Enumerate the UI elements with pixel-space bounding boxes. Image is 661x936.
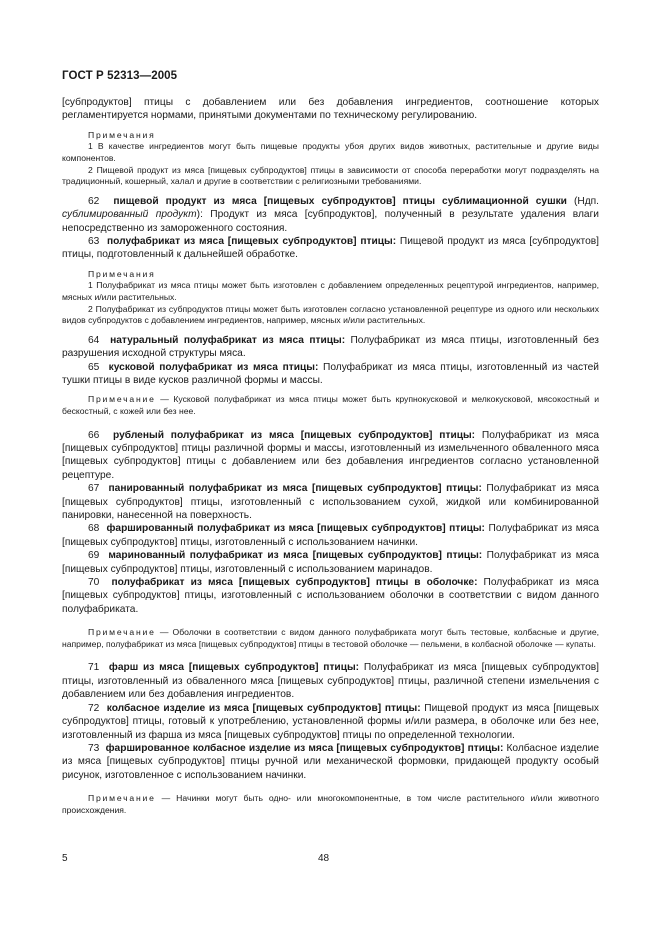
term-number: 72	[88, 702, 100, 714]
notes-label: Примечания	[88, 129, 156, 140]
term-entry-67	[62, 482, 599, 522]
term-definition: ): Продукт из мяса [субпродуктов], полученный в результате удаления влаги непосредственно из замороженного состояния.	[62, 209, 599, 234]
term-number: 71	[88, 662, 100, 674]
note-3	[62, 394, 599, 417]
term-number: 70	[88, 577, 100, 589]
term-number: 63	[88, 236, 100, 247]
term-title: натуральный полуфабрикат из мяса птицы:	[110, 334, 346, 346]
page-number-center: 48	[318, 853, 330, 864]
notes-block-1	[62, 130, 599, 188]
term-title: панированный полуфабрикат из мяса [пищевых субпродуктов] птицы:	[108, 483, 482, 495]
term-definition: Полуфабрикат из мяса [пищевых субпродуктов] птицы, изготовленный с использованием маринадов.	[62, 550, 599, 575]
term-synonym-open: (Ндп.	[566, 195, 600, 207]
term-definition: Полуфабрикат из мяса [пищевых субпродуктов] птицы, изготовленный с использованием начинки.	[62, 523, 599, 548]
paragraph-continuation: [субпродуктов] птицы с добавлением или без добавления ингредиентов, соотношение которых регламентируется нормами, принятыми документами по техническому регулированию.	[62, 97, 599, 122]
term-title: полуфабрикат из мяса [пищевых субпродуктов] птицы в оболочке:	[111, 577, 478, 589]
term-entry-66	[62, 429, 599, 483]
term-number: 64	[88, 334, 100, 346]
note-label: Примечание	[88, 394, 156, 405]
term-title: кусковой полуфабрикат из мяса птицы:	[108, 361, 319, 373]
term-title: пищевой продукт из мяса [пищевых субпродуктов] птицы сублимационной сушки	[113, 195, 567, 207]
term-title: фаршированное колбасное изделие из мяса [пищевых субпродуктов] птицы:	[105, 742, 504, 754]
note-item: 2 Пищевой продукт из мяса [пищевых субпродуктов] птицы в зависимости от способа переработки могут подразделять на традиционный, кошерный, халал и другие в соответствии с религиозными требованиями.	[62, 164, 599, 187]
note-label: Примечание	[88, 627, 156, 638]
note-text: — Кусковой полуфабрикат из мяса птицы может быть крупнокусковой и мелкокусковой, мясокостный и бескостный, с кожей или без нее.	[62, 394, 599, 416]
standard-header: ГОСТ Р 52313—2005	[62, 70, 178, 82]
note-item: 1 В качестве ингредиентов могут быть пищевые продукты убоя других видов животных, растительные и другие виды компонентов.	[62, 141, 599, 163]
note-item: 2 Полуфабрикат из субпродуктов птицы может быть изготовлен согласно установленной рецептуре из одного или нескольких видов субпродуктов с добавлением ингредиентов, например, мясных и/или растительных.	[62, 303, 599, 326]
note-text: — Начинки могут быть одно- или многокомпонентные, в том числе растительного и/или животного происхождения.	[62, 793, 599, 815]
term-entry-64	[62, 334, 599, 361]
term-definition: Полуфабрикат из мяса [пищевых субпродуктов] птицы различной формы и массы, изготовленный из измельченного обваленного мяса [пищевых субпродуктов] птицы с добавлением или без добавления ингредиентов согласно установленной рецептуре.	[62, 429, 599, 481]
term-number: 68	[88, 523, 100, 535]
term-number: 65	[88, 361, 100, 373]
term-number: 66	[88, 429, 100, 441]
term-title: полуфабрикат из мяса [пищевых субпродуктов] птицы:	[106, 236, 397, 247]
term-number: 67	[88, 483, 100, 495]
term-entry-69	[62, 549, 599, 576]
note-text: — Оболочки в соответствии с видом данного полуфабриката могут быть тестовые, колбасные и другие, например, полуфабрикат из мяса [пищевых субпродуктов] птицы в тестовой оболочке — пельмени, в колбасной оболочке — купаты.	[62, 627, 599, 649]
notes-block-2	[62, 269, 599, 327]
term-entry-63	[62, 235, 599, 262]
term-number: 73	[88, 742, 100, 754]
page-number-left: 5	[62, 853, 68, 864]
term-definition: Пищевой продукт из мяса [субпродуктов] птицы, подготовленный к дальнейшей обработке.	[62, 236, 599, 261]
term-definition: Полуфабрикат из мяса птицы, изготовленный из частей тушки птицы в виде кусков различной формы и массы.	[62, 361, 599, 386]
note-label: Примечание	[88, 793, 156, 804]
term-number: 69	[88, 550, 100, 562]
term-definition: Пищевой продукт из мяса [пищевых субпродуктов] птицы, готовый к употреблению, установленной формы и/или размера, в оболочке или без нее, изготовленный из фарша из мяса [пищевых субпродуктов] птицы по определенной технологии.	[62, 702, 599, 741]
term-title: колбасное изделие из мяса [пищевых субпродуктов] птицы:	[106, 702, 421, 714]
term-definition: Полуфабрикат из мяса [пищевых субпродуктов] птицы, изготовленный с использованием оболочки в соответствии с видом данного полуфабриката.	[62, 577, 599, 615]
term-entry-62	[62, 195, 599, 235]
term-entry-68	[62, 522, 599, 549]
note-4	[62, 627, 599, 650]
term-entry-72	[62, 702, 599, 742]
note-5	[62, 793, 599, 816]
note-item: 1 Полуфабрикат из мяса птицы может быть изготовлен с добавлением определенных рецептурой ингредиентов, например, мясных и/или растительных.	[62, 280, 599, 302]
term-entry-73	[62, 742, 599, 782]
term-definition: Колбасное изделие из мяса [пищевых субпродуктов] птицы ручной или механической формовки, придающей продукту особый рисунок, изготовленное с использованием начинки.	[62, 742, 599, 781]
term-entry-70	[62, 576, 599, 616]
term-definition: Полуфабрикат из мяса [пищевых субпродуктов] птицы, изготовленный с использованием сухой, жидкой или комбинированной панировки, нанесенной на поверхность.	[62, 483, 599, 522]
notes-label: Примечания	[88, 268, 156, 279]
term-entry-71	[62, 661, 599, 701]
term-title: фаршированный полуфабрикат из мяса [пищевых субпродуктов] птицы:	[106, 523, 485, 535]
term-definition: Полуфабрикат из мяса [пищевых субпродуктов] птицы, изготовленный из обваленного мяса [пищевых субпродуктов] птицы, различной степени измельчения с добавлением или без добавления ингредиентов.	[62, 662, 599, 701]
term-synonym: сублимированный продукт	[62, 209, 197, 221]
term-title: фарш из мяса [пищевых субпродуктов] птицы:	[108, 662, 360, 674]
term-number: 62	[88, 195, 100, 207]
document-body	[62, 96, 599, 816]
term-entry-65	[62, 361, 599, 388]
term-definition: Полуфабрикат из мяса птицы, изготовленный без разрушения исходной структуры мяса.	[62, 334, 599, 360]
term-title: рубленый полуфабрикат из мяса [пищевых субпродуктов] птицы:	[113, 429, 476, 441]
term-title: маринованный полуфабрикат из мяса [пищевых субпродуктов] птицы:	[108, 550, 483, 562]
